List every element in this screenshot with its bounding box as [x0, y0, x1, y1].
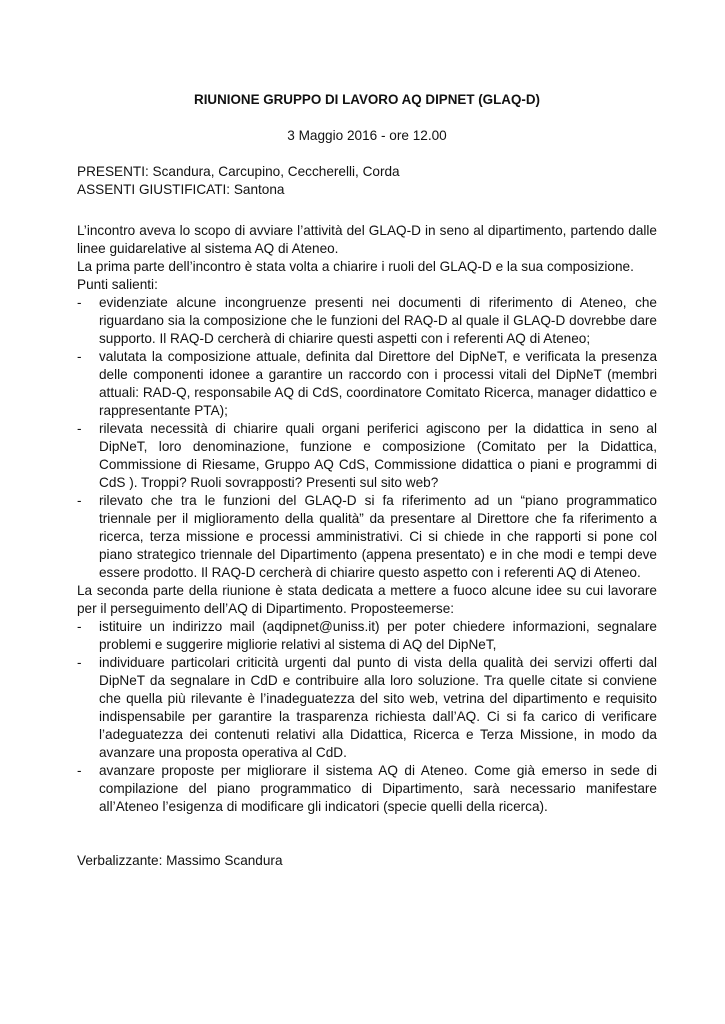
attendees-present: PRESENTI: Scandura, Carcupino, Ceccherelli, Corda: [77, 164, 400, 179]
list-item-text: istituire un indirizzo mail (aqdipnet@uniss.it) per poter chiedere informazioni, segnalare problemi e suggerire migliorie relativi al sistema di AQ del DipNeT,: [99, 619, 657, 652]
document-title: RIUNIONE GRUPPO DI LAVORO AQ DIPNET (GLAQ-D): [194, 92, 540, 107]
list-item: [77, 492, 657, 582]
list-item-text: avanzare proposte per migliorare il sistema AQ di Ateneo. Come già emerso in sede di compilazione del piano programmatico di Dipartimento, sarà necessario manifestare all’Ateneo l’esigenza di modificare gli indicatori (specie quelli della ricerca).: [99, 763, 657, 814]
list-item-text: rilevato che tra le funzioni del GLAQ-D si fa riferimento ad un “piano programmatico triennale per il miglioramento della qualità” da presentare al Direttore che fa riferimento a ricerca, terza missione e processi amministrativi. Ci si chiede in che rapporti si pone col piano strategico triennale del Dipartimento (appena presentato) e in che modi e tempi deve essere prodotto. Il RAQ-D cercherà di chiarire questo aspetto con i referenti AQ di Ateneo.: [99, 493, 657, 580]
list-item-text: evidenziate alcune incongruenze presenti nei documenti di riferimento di Ateneo, che riguardano sia la composizione che le funzioni del RAQ-D al quale il GLAQ-D dovrebbe dare supporto. Il RAQ-D cercherà di chiarire questi aspetti con i referenti AQ di Ateneo;: [99, 295, 657, 346]
part1-paragraph: La prima parte dell’incontro è stata volta a chiarire i ruoli del GLAQ-D e la sua composizione.: [77, 259, 634, 274]
list-item: [77, 420, 657, 492]
list-item: [77, 294, 657, 348]
key-points-label: Punti salienti:: [77, 277, 158, 292]
document-body: [77, 222, 657, 816]
bullet-dash: -: [77, 421, 82, 436]
part2-paragraph: La seconda parte della riunione è stata dedicata a mettere a fuoco alcune idee su cui lavorare per il perseguimento dell’AQ di Dipartimento. Proposteemerse:: [77, 583, 657, 616]
intro-paragraph: L’incontro aveva lo scopo di avviare l’attività del GLAQ-D in seno al dipartimento, partendo dalle linee guidarelative al sistema AQ di Ateneo.: [77, 223, 657, 256]
list-item: [77, 762, 657, 816]
bullet-dash: -: [77, 655, 82, 670]
bullet-dash: -: [77, 619, 82, 634]
key-points-list: [77, 294, 657, 582]
meeting-date: 3 Maggio 2016 - ore 12.00: [287, 128, 447, 143]
list-item-text: rilevata necessità di chiarire quali organi periferici agiscono per la didattica in seno al DipNeT, loro denominazione, funzione e composizione (Comitato per la Didattica, Commissione di Riesame, Gruppo AQ CdS, Commissione didattica o piani e programmi di CdS ). Troppi? Ruoli sovrapposti? Presenti sul sito web?: [99, 421, 657, 490]
list-item-text: individuare particolari criticità urgenti dal punto di vista della qualità dei servizi offerti dal DipNeT da segnalare in CdD e contribuire alla loro soluzione. Tra quelle citate si conviene che quella più rilevante è l’inadeguatezza del sito web, vetrina del dipartimento e requisito indispensabile per garantire la trasparenza richiesta dall’AQ. Ci si fa carico di verificare l’adeguatezza dei contenuti relativi alla Didattica, Ricerca e Terza Missione, in modo da avanzare una proposta operativa al CdD.: [99, 655, 657, 760]
list-item: [77, 618, 657, 654]
minute-taker: Verbalizzante: Massimo Scandura: [77, 853, 283, 868]
bullet-dash: -: [77, 763, 82, 778]
bullet-dash: -: [77, 493, 82, 508]
proposals-list: [77, 618, 657, 816]
list-item: [77, 348, 657, 420]
bullet-dash: -: [77, 295, 82, 310]
list-item-text: valutata la composizione attuale, definita dal Direttore del DipNeT, e verificata la presenza delle componenti idonee a garantire un raccordo con i processi vitali del DipNeT (membri attuali: RAD-Q, responsabile AQ di CdS, coordinatore Comitato Ricerca, manager didattico e rappresentante PTA);: [99, 349, 657, 418]
bullet-dash: -: [77, 349, 82, 364]
attendees-absent: ASSENTI GIUSTIFICATI: Santona: [77, 182, 285, 197]
list-item: [77, 654, 657, 762]
